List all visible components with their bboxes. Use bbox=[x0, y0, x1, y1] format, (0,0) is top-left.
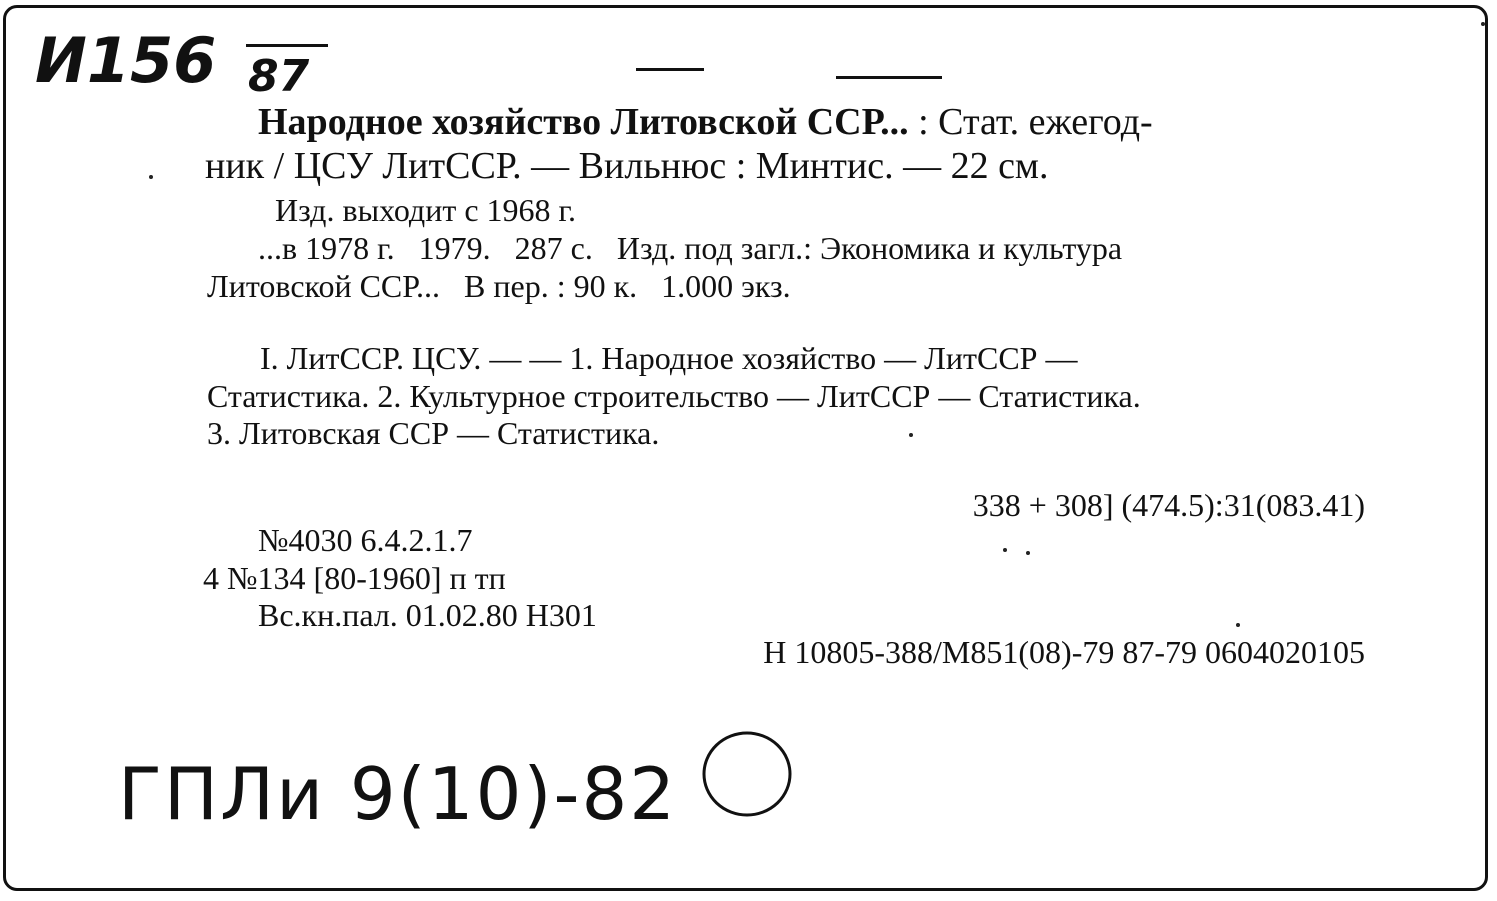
shelfmark: И156 bbox=[35, 24, 217, 97]
title-bold: Народное хозяйство Литовской ССР... bbox=[258, 101, 909, 143]
publication-note: Изд. выходит с 1968 г. bbox=[275, 192, 577, 228]
udc-index: 338 + 308] (474.5):31(083.41) bbox=[972, 487, 1365, 523]
year-mark: 87 bbox=[248, 51, 310, 102]
rule-short bbox=[636, 68, 704, 71]
title-rest: : Стат. ежегод- bbox=[918, 101, 1153, 143]
speck bbox=[1003, 548, 1007, 552]
catalog-code: Н 10805-388/М851(08)-79 87-79 0604020105 bbox=[763, 634, 1365, 670]
speck bbox=[1026, 551, 1030, 555]
speck bbox=[149, 175, 153, 179]
issue-line-1: ...в 1978 г. 1979. 287 с. Изд. под загл.: Экономика и культура bbox=[258, 230, 1123, 266]
speck bbox=[1236, 623, 1240, 627]
subjects-line-3: 3. Литовская ССР — Статистика. bbox=[207, 415, 660, 451]
subjects-line-2: Статистика. 2. Культурное строительство — ЛитССР — Статистика. bbox=[207, 378, 1141, 414]
overline-mark bbox=[246, 44, 328, 47]
print-info: 4 №134 [80-1960] п тп bbox=[203, 560, 506, 596]
title-line-2-text: ник / ЦСУ ЛитССР. — Вильнюс : Минтис. — 22 см. bbox=[205, 145, 1049, 187]
speck bbox=[909, 433, 913, 437]
speck bbox=[1481, 22, 1485, 26]
handwritten-note: ГПЛи 9(10)-82 bbox=[118, 752, 678, 836]
title-line-1 bbox=[258, 103, 1153, 141]
subjects-line-1: I. ЛитССР. ЦСУ. — — 1. Народное хозяйство — ЛитССР — bbox=[260, 340, 1078, 376]
rule-long bbox=[836, 76, 942, 79]
issue-line-2: Литовской ССР... В пер. : 90 к. 1.000 экз. bbox=[207, 268, 791, 304]
order-number: №4030 6.4.2.1.7 bbox=[258, 522, 473, 558]
book-chamber-info: Вс.кн.пал. 01.02.80 Н301 bbox=[258, 597, 597, 633]
card-hole-icon bbox=[700, 727, 796, 823]
title-line-2 bbox=[205, 147, 1367, 185]
